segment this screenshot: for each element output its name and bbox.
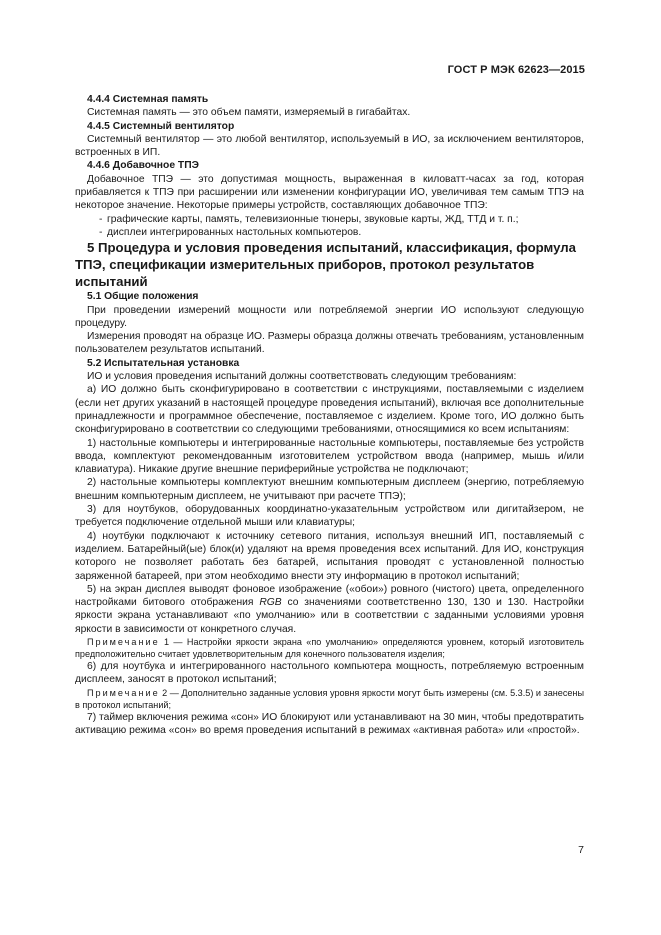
section-4-4-5-title: 4.4.5 Системный вентилятор (87, 120, 235, 132)
item-6: 6) для ноутбука и интегрированного настольного компьютера мощность, потребляемую встроенным дисплеем, заносят в протокол испытаний; (75, 660, 584, 686)
page-number: 7 (578, 844, 584, 856)
note-1 (75, 636, 584, 660)
list-item-text: дисплеи интегрированных настольных компьютеров. (107, 226, 362, 238)
list-item (75, 226, 584, 239)
section-4-4-5-text: Системный вентилятор — это любой вентилятор, используемый в ИО, за исключением вентиляторов, встроенных в ИП. (75, 133, 584, 159)
section-4-4-4-text: Системная память — это объем памяти, измеряемый в гигабайтах. (87, 107, 411, 119)
item-3: 3) для ноутбуков, оборудованных координатно-указательным устройством или дигитайзером, не требуется подключение отдельной мыши или клавиатуры; (75, 504, 584, 529)
item-2: 2) настольные компьютеры комплектуют внешним компьютерным дисплеем (энергию, потребляемую внешним компьютерным дисплеем, не учитывают при расчете ТПЭ); (75, 477, 584, 502)
section-4-4-6-title: 4.4.6 Добавочное ТПЭ (87, 160, 199, 172)
item-a: а) ИО должно быть сконфигурировано в соответствии с инструкциями, поставляемыми с изделием (если нет других указаний в настоящей процедуре проведения испытаний), включая все дополнительные принадлежности и программное обеспечение, поставляемое с изделием. Кроме того, ИО должно быть сконфигурировано в соответствии со следующими требованиями, относящимися ко всем испытаниям: (75, 384, 584, 436)
section-5-title: 5 Процедура и условия проведения испытаний, классификация, формула ТПЭ, спецификации измерительных приборов, протокол результатов испытаний (75, 240, 576, 290)
note-2-text: 2 — Дополнительно заданные условия уровня яркости могут быть измерены (см. 5.3.5) и занесены в протокол испытаний; (75, 687, 584, 710)
dash-bullet: - (99, 213, 103, 225)
item-1: 1) настольные компьютеры и интегрированные настольные компьютеры, поставляемые без устройств ввода, комплектуют рекомендованным изготовителем устройством ввода (например, мышь и/или клавиатура). Никакие другие внешние периферийные устройства не подключают; (75, 437, 584, 476)
dash-bullet: - (99, 226, 103, 238)
item-5 (75, 583, 584, 636)
note-2 (75, 687, 584, 711)
item-5-text-b: со значениями соответственно 130, 130 и 130. Настройки яркости экрана устанавливают «по умолчанию» или в соответствии с заданными условиями уровня яркости в зависимости от конкретного случая. (75, 597, 584, 635)
section-5-1-para-1: При проведении измерений мощности или потребляемой энергии ИО используют следующую процедуру. (75, 304, 584, 329)
list-item-text: графические карты, память, телевизионные тюнеры, звуковые карты, ЖД, ТТД и т. п.; (107, 213, 519, 225)
item-5-text-a: 5) на экран дисплея выводят фоновое изображение («обои») ровного (чистого) цвета, определенного настройками битового отображения (75, 583, 584, 609)
page-content (75, 93, 584, 737)
section-5-2-intro: ИО и условия проведения испытаний должны соответствовать следующим требованиям: (87, 371, 517, 383)
section-5-1-title: 5.1 Общие положения (87, 291, 199, 303)
rgb-term: RGB (259, 597, 282, 609)
note-2-label: Примечание (87, 687, 160, 698)
list-item (75, 213, 584, 226)
section-5-1-para-2: Измерения проводят на образце ИО. Размеры образца должны отвечать требованиям, установленным пользователем результатов испытаний. (75, 331, 585, 356)
item-7: 7) таймер включения режима «сон» ИО блокируют или устанавливают на 30 мин, чтобы предотвратить активацию режима «сон» во время проведения испытаний в режимах «активная работа» или «простой». (75, 711, 584, 736)
standard-header: ГОСТ Р МЭК 62623—2015 (447, 64, 585, 76)
section-5-2-title: 5.2 Испытательная установка (87, 357, 240, 369)
section-4-4-4-title: 4.4.4 Системная память (87, 94, 209, 105)
note-1-label: Примечание (87, 636, 160, 647)
note-1-text: 1 — Настройки яркости экрана «по умолчанию» определяются уровнем, который изготовитель предположительно считает удовлетворительным для конечного пользователя изделия; (75, 636, 584, 659)
section-4-4-6-text: Добавочное ТПЭ — это допустимая мощность, выраженная в киловатт-часах за год, которая прибавляется к ТПЭ при расширении или изменении конфигурации ИО, увеличивая тем самым ТПЭ на некоторое значение. Некоторые примеры устройств, составляющих добавочное ТПЭ: (75, 173, 584, 212)
item-4: 4) ноутбуки подключают к источнику сетевого питания, используя внешний ИП, поставляемый с изделием. Батарейный(ые) блок(и) удаляют на время проведения всех испытаний. Для ИО, конструкция которого не позволяет работать без батарей, испытания проводят с установленной полностью заряженной батареей, при этом необходимо внести эту информацию в протокол испытаний; (75, 530, 584, 582)
